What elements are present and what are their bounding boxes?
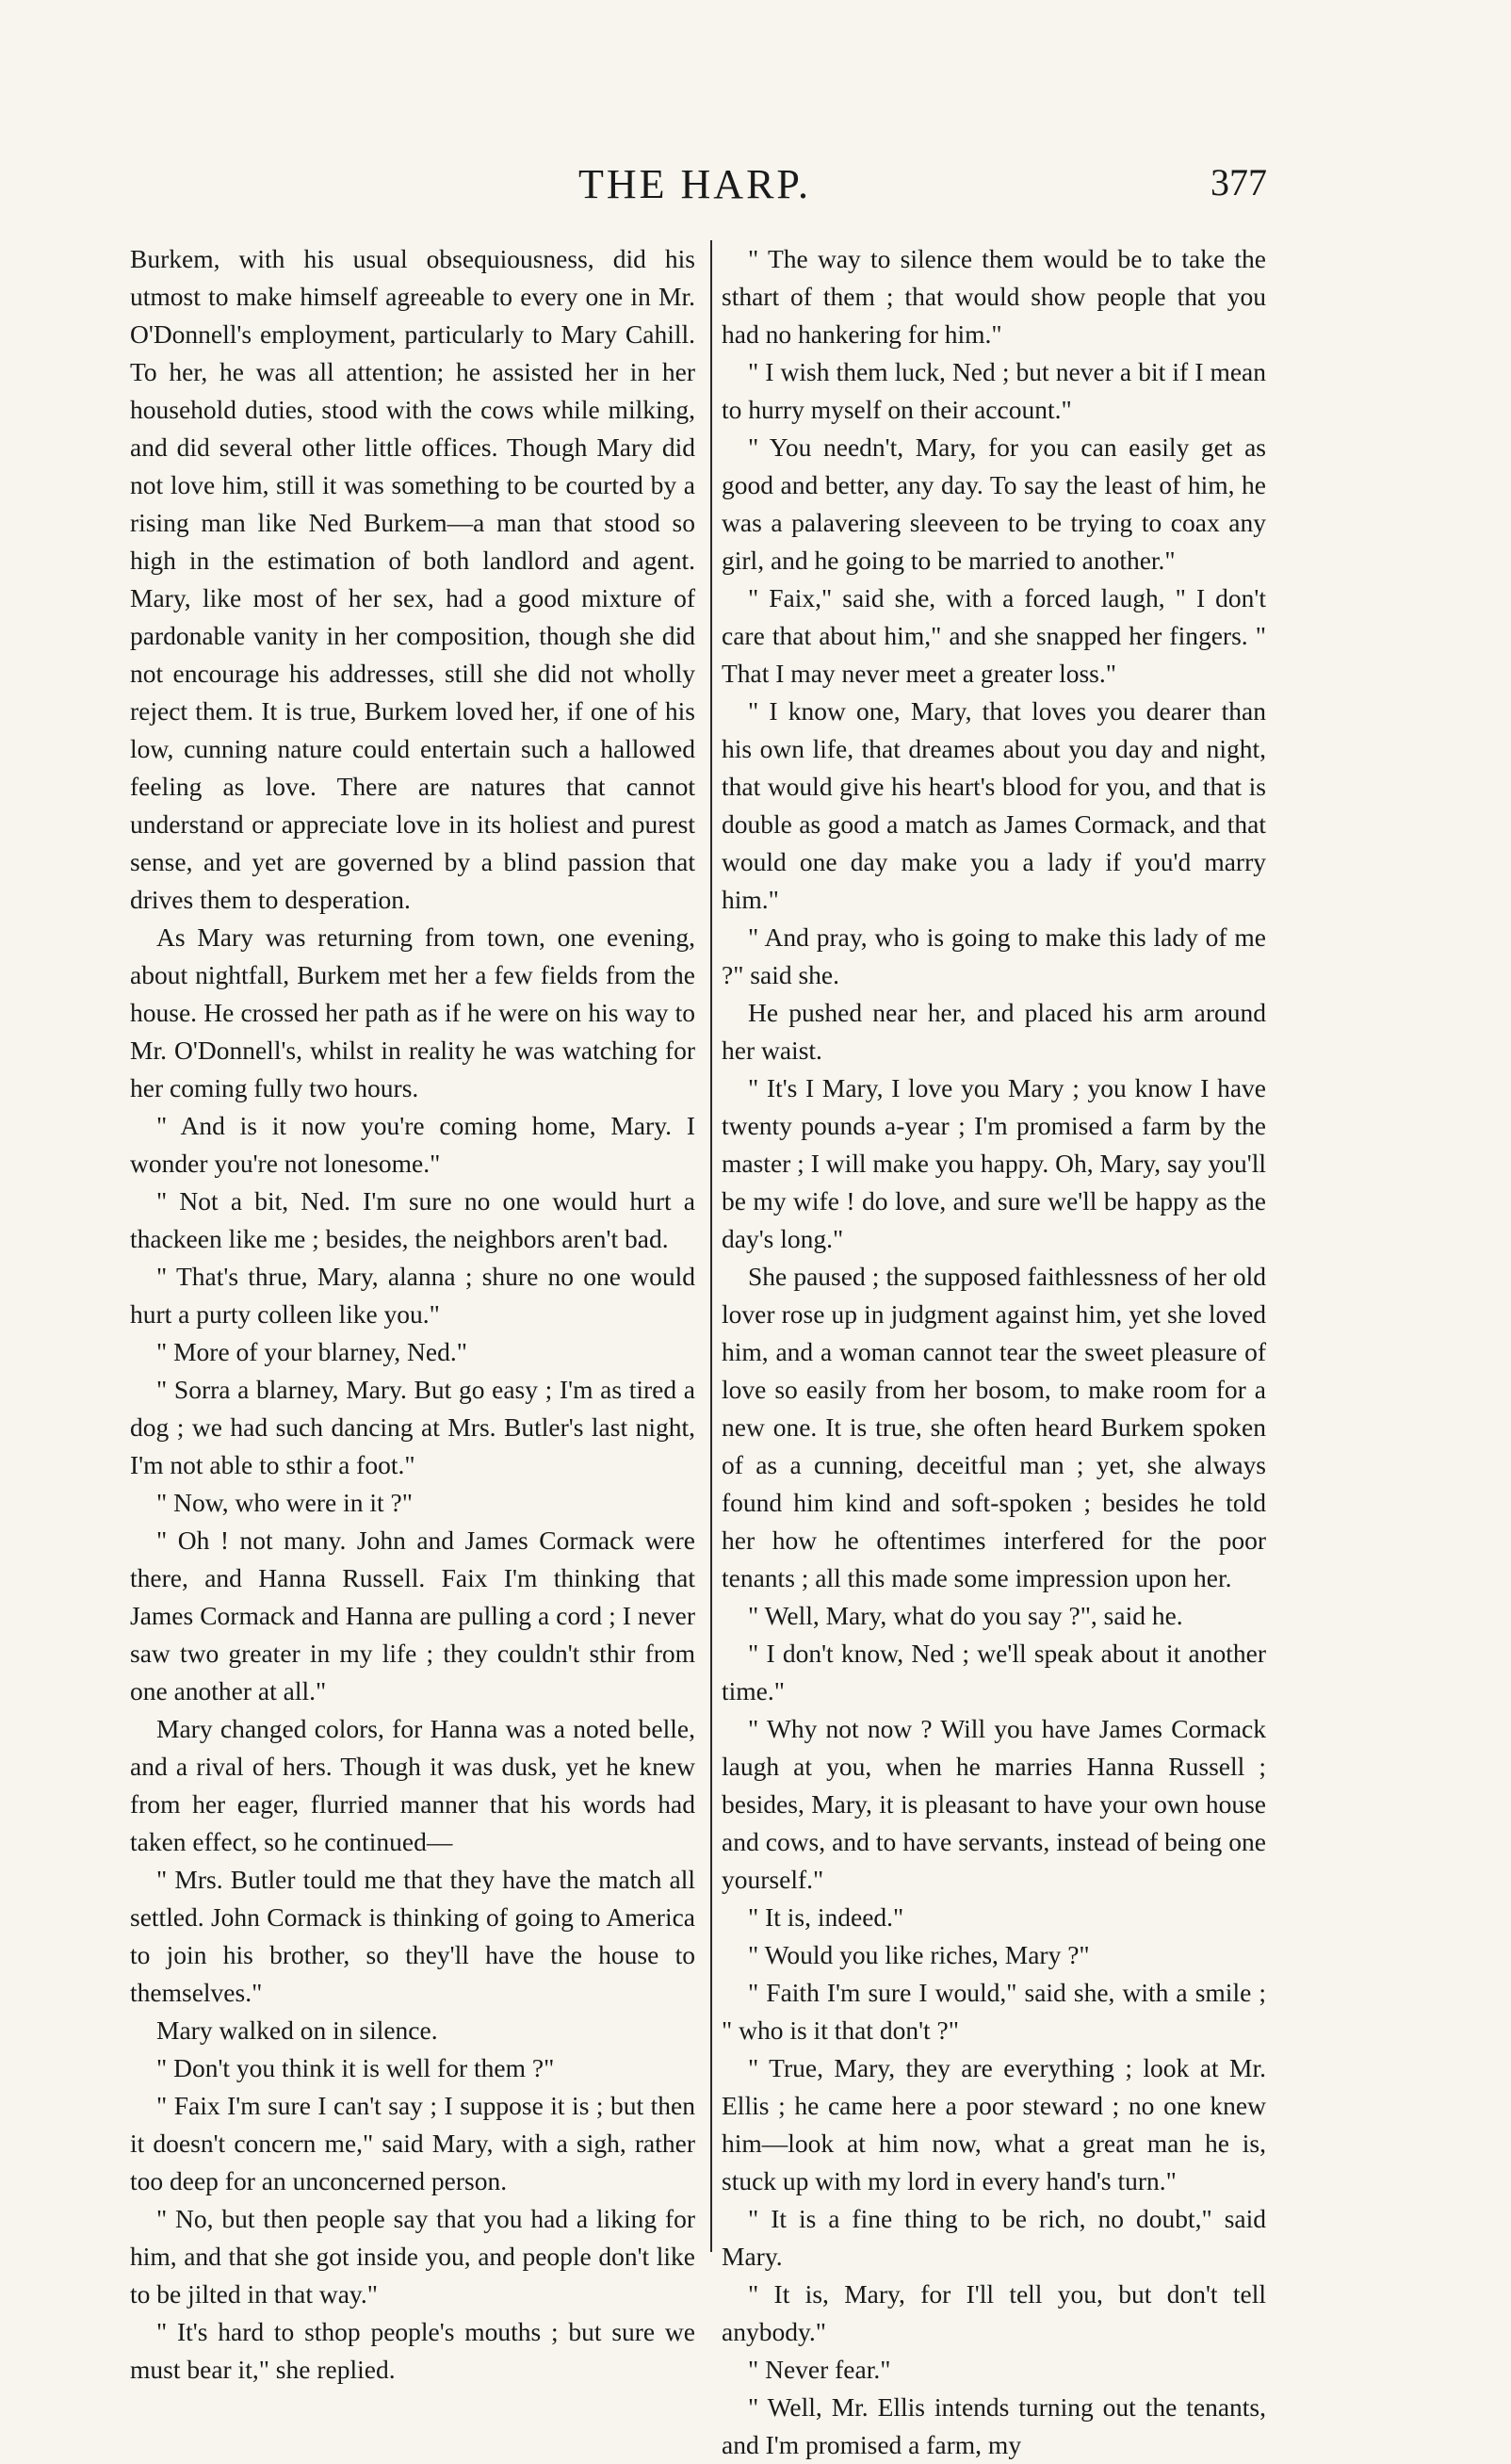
paragraph: " Sorra a blarney, Mary. But go easy ; I'm as tired a dog ; we had such dancing at Mrs. Butler's last night, I'm not able to sthir a foot." xyxy=(130,1375,695,1479)
paragraph: " Faix," said she, with a forced laugh, " I don't care that about him," and she snapped her fingers. " That I may never meet a greater loss." xyxy=(722,583,1266,688)
paragraph: " Well, Mr. Ellis intends turning out the tenants, and I'm promised a farm, my xyxy=(722,2392,1266,2459)
paragraph: " Faix I'm sure I can't say ; I suppose it is ; but then it doesn't concern me," said Mary, with a sigh, rather too deep for an unconcerned person. xyxy=(130,2091,695,2195)
paragraph: " That's thrue, Mary, alanna ; shure no one would hurt a purty colleen like you." xyxy=(130,1262,695,1329)
right-column xyxy=(722,240,1266,2464)
paragraph: " It is, indeed." xyxy=(748,1902,904,1932)
paragraph: " No, but then people say that you had a liking for him, and that she got inside you, and people don't like to be jilted in that way." xyxy=(130,2204,695,2309)
paragraph: " The way to silence them would be to take the sthart of them ; that would show people that you had no hankering for him." xyxy=(722,244,1266,349)
paragraph: " It's hard to sthop people's mouths ; but sure we must bear it," she replied. xyxy=(130,2317,695,2384)
journal-title: THE HARP. xyxy=(577,161,812,207)
paragraph: " Not a bit, Ned. I'm sure no one would hurt a thackeen like me ; besides, the neighbors aren't bad. xyxy=(130,1186,695,1253)
paragraph: " And pray, who is going to make this lady of me ?" said she. xyxy=(722,922,1266,989)
paragraph: As Mary was returning from town, one evening, about nightfall, Burkem met her a few fields from the house. He crossed her path as if he were on his way to Mr. O'Donnell's, whilst in reality he was watching for her coming fully two hours. xyxy=(130,922,695,1102)
paragraph: " Now, who were in it ?" xyxy=(156,1488,413,1517)
paragraph: Burkem, with his usual obsequiousness, did his utmost to make himself agreeable to every one in Mr. O'Donnell's employment, particularly to Mary Cahill. To her, he was all attention; he assisted her in her household duties, stood with the cows while milking, and did several other little offices. Though Mary did not love him, still it was something to be courted by a rising man like Ned Burkem—a man that stood so high in the estimation of both landlord and agent. Mary, like most of her sex, had a good mixture of pardonable vanity in her composition, though she did not encourage his addresses, still she did not wholly reject them. It is true, Burkem loved her, if one of his low, cunning nature could entertain such a hallowed feeling as love. There are natures that cannot understand or appreciate love in its holiest and purest sense, and yet are governed by a blind passion that drives them to desperation. xyxy=(130,244,695,914)
paragraph: " Would you like riches, Mary ?" xyxy=(748,1940,1090,1969)
page-header xyxy=(122,160,1267,217)
paragraph: " It is a fine thing to be rich, no doubt," said Mary. xyxy=(722,2204,1266,2271)
paragraph: " I don't know, Ned ; we'll speak about it another time." xyxy=(722,1639,1266,1705)
paragraph: " I wish them luck, Ned ; but never a bit if I mean to hurry myself on their account." xyxy=(722,357,1266,424)
paragraph: She paused ; the supposed faithlessness of her old lover rose up in judgment against him, yet she loved him, and a woman cannot tear the sweet pleasure of love so easily from her bosom, to make room for a new one. It is true, she often heard Burkem spoken of as a cunning, deceitful man ; yet, she always found him kind and soft-spoken ; besides he told her how he oftentimes interfered for the poor tenants ; all this made some impression upon her. xyxy=(722,1262,1266,1592)
paragraph: " Oh ! not many. John and James Cormack were there, and Hanna Russell. Faix I'm thinking that James Cormack and Hanna are pulling a cord ; I never saw two greater in my life ; they couldn't sthir from one another at all." xyxy=(130,1526,695,1705)
paragraph: " Faith I'm sure I would," said she, with a smile ; " who is it that don't ?" xyxy=(722,1978,1266,2045)
paragraph: " True, Mary, they are everything ; look at Mr. Ellis ; he came here a poor steward ; no one knew him—look at him now, what a great man he is, stuck up with my lord in every hand's turn." xyxy=(722,2053,1266,2195)
column-divider xyxy=(710,240,712,2252)
page-number: 377 xyxy=(1210,161,1267,204)
paragraph: Mary changed colors, for Hanna was a noted belle, and a rival of hers. Though it was dusk, yet he knew from her eager, flurried manner that his words had taken effect, so he continued— xyxy=(130,1714,695,1856)
paragraph: " And is it now you're coming home, Mary. I wonder you're not lonesome." xyxy=(130,1111,695,1178)
paragraph: " It's I Mary, I love you Mary ; you know I have twenty pounds a-year ; I'm promised a farm by the master ; I will make you happy. Oh, Mary, say you'll be my wife ! do love, and sure we'll be happy as the day's long." xyxy=(722,1073,1267,1253)
paragraph: " It is, Mary, for I'll tell you, but don't tell anybody." xyxy=(722,2279,1266,2346)
paragraph: " More of your blarney, Ned." xyxy=(156,1337,467,1366)
paragraph: " Mrs. Butler tould me that they have the match all settled. John Cormack is thinking of going to America to join his brother, so they'll have the house to themselves." xyxy=(130,1865,695,2007)
paragraph: " Why not now ? Will you have James Cormack laugh at you, when he marries Hanna Russell ; besides, Mary, it is pleasant to have your own house and cows, and to have servants, instead of being one yourself." xyxy=(722,1714,1266,1894)
paragraph: " Well, Mary, what do you say ?", said he. xyxy=(748,1601,1183,1630)
paragraph: " You needn't, Mary, for you can easily get as good and better, any day. To say the least of him, he was a palavering sleeveen to be trying to coax any girl, and he going to be married to another." xyxy=(722,432,1266,575)
paragraph: He pushed near her, and placed his arm around her waist. xyxy=(722,998,1266,1065)
paragraph: " Don't you think it is well for them ?" xyxy=(156,2053,555,2082)
left-column xyxy=(130,240,695,2389)
paragraph: " I know one, Mary, that loves you dearer than his own life, that dreames about you day and night, that would give his heart's blood for you, and that is double as good a match as James Cormack, and that would one day make you a lady if you'd marry him." xyxy=(722,696,1266,914)
paragraph: " Never fear." xyxy=(748,2355,891,2384)
paragraph: Mary walked on in silence. xyxy=(156,2015,438,2045)
